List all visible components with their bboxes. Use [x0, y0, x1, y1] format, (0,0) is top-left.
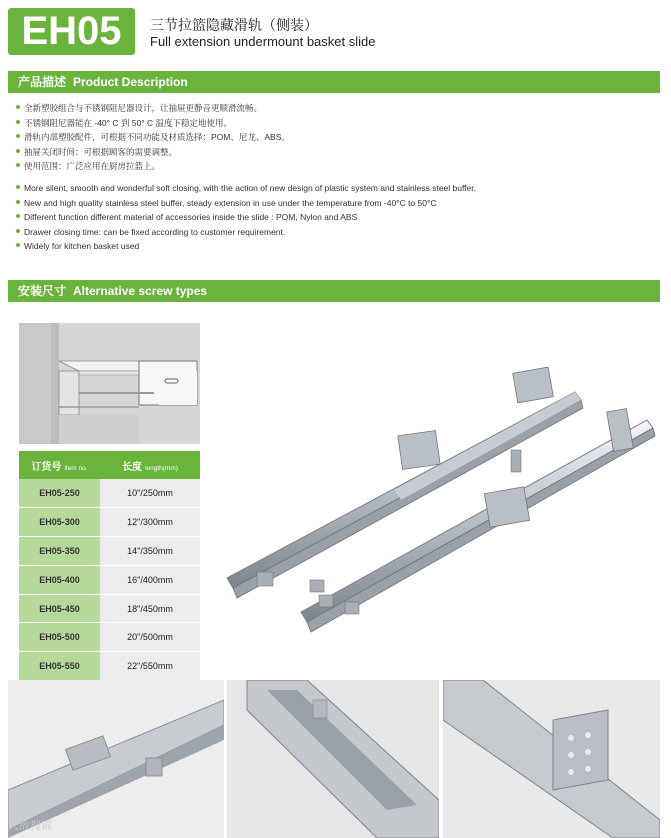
table-row [19, 594, 200, 623]
length-value: 20"/500mm [100, 623, 200, 652]
list-item: Different function different material of accessories inside the slide : POM, Nylon and ABS [16, 210, 476, 225]
product-photo-bracket [443, 680, 660, 838]
list-item: More silent, smooth and wonderful soft closing, with the action of new design of plastic system and stainless steel buffer. [16, 181, 476, 196]
item-number: EH05-550 [19, 652, 100, 680]
item-number: EH05-250 [19, 479, 100, 507]
table-row [19, 536, 200, 565]
length-value: 22"/550mm [100, 652, 200, 680]
product-photo-mechanism [227, 680, 439, 838]
list-item: Drawer closing time: can be fixed according to customer requirement. [16, 225, 476, 240]
length-value: 14"/350mm [100, 536, 200, 565]
length-value: 12"/300mm [100, 507, 200, 536]
list-item: 不锈钢阻尼器能在 -40° C 到 50° C 温度下稳定地使用。 [16, 116, 290, 131]
length-value: 10"/250mm [100, 479, 200, 507]
length-value: 16"/400mm [100, 565, 200, 594]
section-label-en: Product Description [73, 75, 188, 89]
list-item: 抽屉关闭时间：可根据顾客的需要调整。 [16, 145, 290, 160]
watermark: 大敌搜锦 [8, 820, 52, 832]
list-item: 滑轨内部塑胶配件，可根据不同功能及材质选择：POM、尼龙、ABS。 [16, 130, 290, 145]
header-label-en: item no. [64, 464, 88, 472]
drawer-illustration [19, 323, 200, 444]
table-row [19, 507, 200, 536]
product-title-en: Full extension undermount basket slide [150, 34, 376, 49]
length-value: 18"/450mm [100, 594, 200, 623]
section-label-cn: 产品描述 [18, 75, 67, 89]
section-bar-description [8, 71, 660, 93]
table-row [19, 623, 200, 652]
item-number: EH05-500 [19, 623, 100, 652]
list-item: 使用范围：广泛应用在厨房拉篮上。 [16, 159, 290, 174]
list-item: 全新塑胶组合与不锈钢阻尼器设计，让抽屉更静音更顺滑流畅。 [16, 101, 290, 116]
size-table [19, 451, 200, 680]
list-item: New and high quality stainless steel buffer, steady extension in use under the temperature from -40°C to 50°C [16, 196, 476, 211]
product-photo-front-end [8, 680, 224, 838]
item-number: EH05-350 [19, 536, 100, 565]
model-badge: EH05 [8, 8, 135, 55]
table-header-row [19, 451, 200, 479]
table-row [19, 479, 200, 507]
product-title-cn: 三节拉篮隐藏滑轨（侧装） [150, 17, 318, 33]
slide-pair-image [215, 340, 665, 640]
column-header-item [19, 451, 100, 479]
section-label-en: Alternative screw types [73, 284, 208, 298]
table-row [19, 565, 200, 594]
section-bar-screw-types [8, 280, 660, 302]
item-number: EH05-400 [19, 565, 100, 594]
list-item: Widely for kitchen basket used [16, 239, 476, 254]
column-header-length [100, 451, 200, 479]
description-list-cn [16, 101, 290, 174]
description-list-en [16, 181, 476, 254]
item-number: EH05-300 [19, 507, 100, 536]
table-row [19, 652, 200, 680]
header-label-en: length(mm) [145, 464, 178, 472]
header-label-cn: 订货号 [31, 461, 62, 473]
header-label-cn: 长度 [122, 461, 143, 473]
section-label-cn: 安装尺寸 [18, 284, 67, 298]
item-number: EH05-450 [19, 594, 100, 623]
